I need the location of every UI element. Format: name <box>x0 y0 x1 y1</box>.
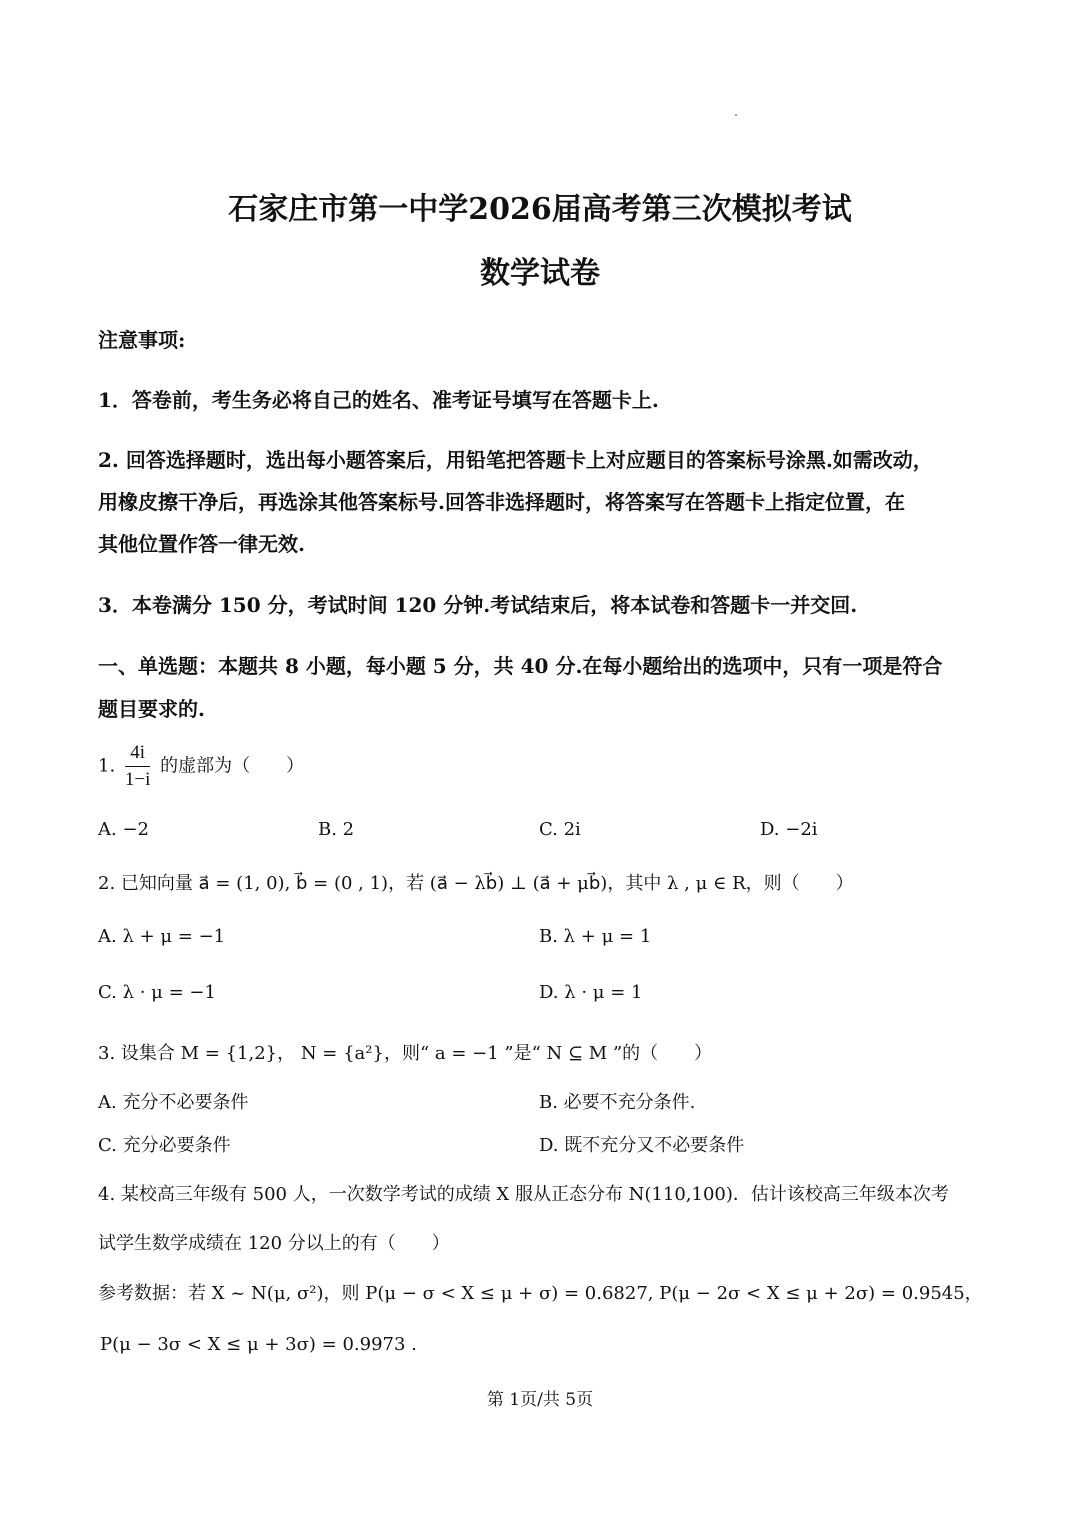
q2-option-d: D. λ · μ = 1 <box>539 982 643 1003</box>
section-heading-line-2: 题目要求的. <box>98 697 205 721</box>
exam-title: 石家庄市第一中学2026届高考第三次模拟考试 <box>228 192 852 227</box>
question-1-stem: 的虚部为（ ） <box>160 755 305 777</box>
question-4-line-2: 试学生数学成绩在 120 分以上的有（ ） <box>98 1233 450 1254</box>
section-heading-line-1: 一、单选题：本题共 8 小题，每小题 5 分，共 40 分.在每小题给出的选项中，只有一项是符合 <box>98 654 943 678</box>
q3-option-d: D. 既不充分又不必要条件 <box>539 1135 745 1156</box>
exam-subtitle: 数学试卷 <box>480 256 600 291</box>
notice-heading: 注意事项: <box>98 328 186 352</box>
question-3-stem: 3. 设集合 M = {1,2}， N = {a²}，则“ a = −1 ”是“ N ⊆ M ”的（ ） <box>98 1043 713 1064</box>
q2-option-b: B. λ + μ = 1 <box>539 926 652 947</box>
q3-option-a: A. 充分不必要条件 <box>98 1092 249 1113</box>
page-speck <box>735 114 737 116</box>
q1-option-a: A. −2 <box>98 819 149 840</box>
fraction-numerator: 4i <box>125 742 151 767</box>
q1-option-b: B. 2 <box>318 819 355 840</box>
q3-option-b: B. 必要不充分条件. <box>539 1092 696 1113</box>
q2-option-a: A. λ + μ = −1 <box>98 926 226 947</box>
fraction-denominator: 1−i <box>124 769 151 790</box>
question-4-reference-line-1: 参考数据：若 X ~ N(μ, σ²)，则 P(μ − σ < X ≤ μ + σ) = 0.6827, P(μ − 2σ < X ≤ μ + 2σ) = 0.9545， <box>98 1283 983 1304</box>
q3-option-c: C. 充分必要条件 <box>98 1135 231 1156</box>
notice-item-1: 1．答卷前，考生务必将自己的姓名、准考证号填写在答题卡上. <box>98 388 659 412</box>
q1-option-c: C. 2i <box>539 819 581 840</box>
question-1-fraction <box>125 742 151 791</box>
notice-item-3: 3．本卷满分 150 分，考试时间 120 分钟.考试结束后，将本试卷和答题卡一并交回. <box>98 593 858 617</box>
notice-item-2-line-3: 其他位置作答一律无效. <box>98 532 305 556</box>
q1-option-d: D. −2i <box>760 819 818 840</box>
notice-item-2-line-1: 2. 回答选择题时，选出每小题答案后，用铅笔把答题卡上对应题目的答案标号涂黑.如需改动， <box>98 448 933 472</box>
question-2-stem: 2. 已知向量 a⃗ = (1, 0), b⃗ = (0 , 1)，若 (a⃗ − λb⃗) ⊥ (a⃗ + μb⃗)，其中 λ , μ ∈ R，则（ ） <box>98 873 854 894</box>
q2-option-c: C. λ · μ = −1 <box>98 982 216 1003</box>
page-footer: 第 1页/共 5页 <box>486 1390 594 1410</box>
question-4-reference-line-2: P(μ − 3σ < X ≤ μ + 3σ) = 0.9973 . <box>100 1334 417 1355</box>
notice-item-2-line-2: 用橡皮擦干净后，再选涂其他答案标号.回答非选择题时，将答案写在答题卡上指定位置，在 <box>98 490 905 514</box>
question-1-number: 1. <box>98 755 116 777</box>
question-1 <box>98 742 304 791</box>
question-4-line-1: 4. 某校高三年级有 500 人，一次数学考试的成绩 X 服从正态分布 N(110,100)．估计该校高三年级本次考 <box>98 1184 949 1205</box>
